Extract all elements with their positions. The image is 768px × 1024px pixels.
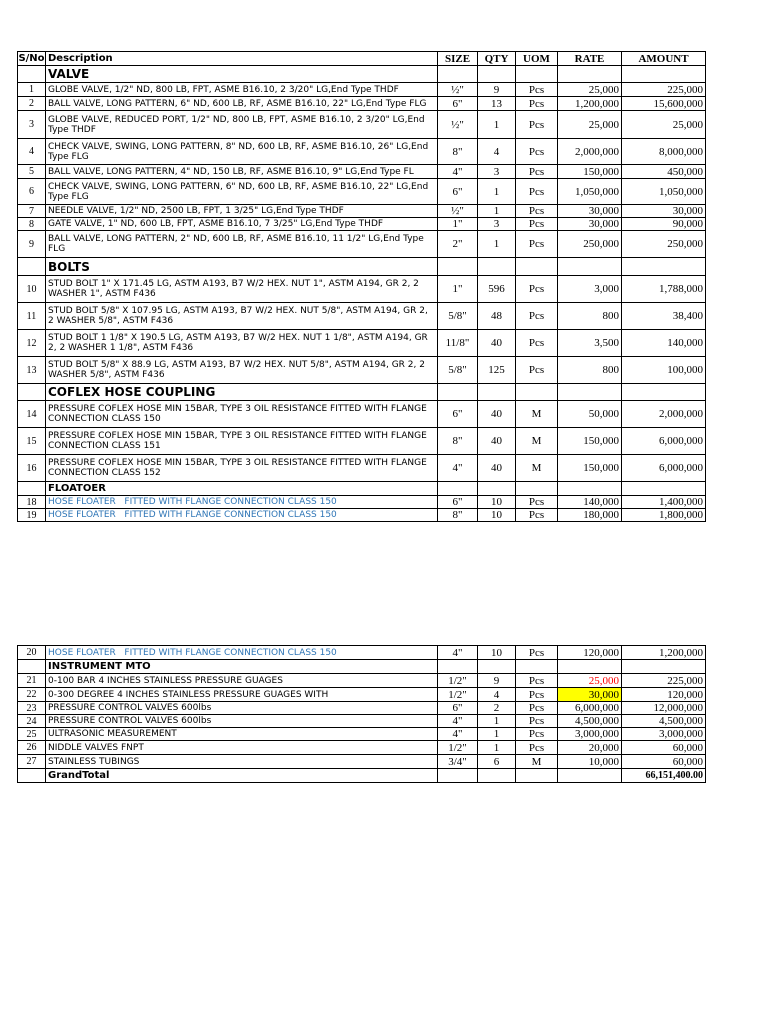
row-amount: 30,000 — [622, 205, 706, 218]
row-uom: M — [516, 755, 558, 769]
table-row — [18, 179, 706, 205]
section-row — [18, 66, 706, 83]
row-rate: 30,000 — [558, 205, 622, 218]
table-row — [18, 674, 706, 688]
row-uom: Pcs — [516, 111, 558, 139]
row-description: PRESSURE CONTROL VALVES 600lbs — [46, 715, 438, 728]
row-uom: Pcs — [516, 330, 558, 357]
row-sno: 20 — [18, 646, 46, 660]
row-size: ½" — [438, 83, 478, 97]
row-qty: 2 — [478, 702, 516, 715]
row-amount: 120,000 — [622, 688, 706, 702]
row-rate: 180,000 — [558, 509, 622, 522]
row-description: GLOBE VALVE, 1/2" ND, 800 LB, FPT, ASME B16.10, 2 3/20" LG,End Type THDF — [46, 83, 438, 97]
section-valve: VALVE — [46, 66, 438, 83]
row-description: PRESSURE CONTROL VALVES 600lbs — [46, 702, 438, 715]
row-qty: 1 — [478, 728, 516, 741]
row-qty: 4 — [478, 688, 516, 702]
row-uom: Pcs — [516, 83, 558, 97]
row-amount: 38,400 — [622, 303, 706, 330]
table-row — [18, 715, 706, 728]
table-row — [18, 303, 706, 330]
row-description: 0-100 BAR 4 INCHES STAINLESS PRESSURE GUAGES — [46, 674, 438, 688]
row-uom: Pcs — [516, 715, 558, 728]
row-description: HOSE FLOATER FITTED WITH FLANGE CONNECTION CLASS 150 — [46, 509, 438, 522]
row-description: HOSE FLOATER FITTED WITH FLANGE CONNECTION CLASS 150 — [46, 496, 438, 509]
row-sno: 10 — [18, 276, 46, 303]
row-size: 6" — [438, 179, 478, 205]
row-size: 11/8" — [438, 330, 478, 357]
row-size: 5/8" — [438, 357, 478, 384]
row-description: STUD BOLT 1" X 171.45 LG, ASTM A193, B7 W/2 HEX. NUT 1", ASTM A194, GR 2, 2 WASHER 1", ASTM F436 — [46, 276, 438, 303]
row-rate: 25,000 — [558, 83, 622, 97]
row-sno: 4 — [18, 139, 46, 165]
row-sno: 27 — [18, 755, 46, 769]
row-sno: 2 — [18, 97, 46, 111]
row-rate: 800 — [558, 303, 622, 330]
row-amount: 6,000,000 — [622, 455, 706, 482]
row-qty: 9 — [478, 674, 516, 688]
row-description: STUD BOLT 1 1/8" X 190.5 LG, ASTM A193, B7 W/2 HEX. NUT 1 1/8", ASTM A194, GR 2, 2 WASHER 1 1/8", ASTM F436 — [46, 330, 438, 357]
row-rate: 10,000 — [558, 755, 622, 769]
row-amount: 100,000 — [622, 357, 706, 384]
row-sno: 18 — [18, 496, 46, 509]
grand-total-amount: 66,151,400.00 — [622, 769, 706, 783]
table-row — [18, 97, 706, 111]
row-size: 1" — [438, 218, 478, 231]
row-size: 1/2" — [438, 741, 478, 755]
row-size: 1/2" — [438, 688, 478, 702]
row-description: PRESSURE COFLEX HOSE MIN 15BAR, TYPE 3 OIL RESISTANCE FITTED WITH FLANGE CONNECTION CLASS 151 — [46, 428, 438, 455]
row-size: 1" — [438, 276, 478, 303]
section-row — [18, 384, 706, 401]
row-description: GLOBE VALVE, REDUCED PORT, 1/2" ND, 800 LB, FPT, ASME B16.10, 2 3/20" LG,End Type THDF — [46, 111, 438, 139]
row-qty: 1 — [478, 111, 516, 139]
row-size: 8" — [438, 428, 478, 455]
row-rate: 150,000 — [558, 428, 622, 455]
table-row — [18, 139, 706, 165]
section-row — [18, 660, 706, 674]
bill-of-materials-table-continued — [17, 645, 706, 783]
row-uom: Pcs — [516, 97, 558, 111]
row-qty: 13 — [478, 97, 516, 111]
row-sno: 8 — [18, 218, 46, 231]
row-rate: 30,000 — [558, 688, 622, 702]
row-amount: 225,000 — [622, 674, 706, 688]
header-qty: QTY — [478, 52, 516, 66]
row-qty: 40 — [478, 428, 516, 455]
row-amount: 90,000 — [622, 218, 706, 231]
table-row — [18, 741, 706, 755]
row-qty: 10 — [478, 646, 516, 660]
table-row — [18, 330, 706, 357]
section-floater: FLOATOER — [46, 482, 438, 496]
row-amount: 4,500,000 — [622, 715, 706, 728]
row-description: STUD BOLT 5/8" X 107.95 LG, ASTM A193, B7 W/2 HEX. NUT 5/8", ASTM A194, GR 2, 2 WASHER 5/8", ASTM F436 — [46, 303, 438, 330]
row-size: ½" — [438, 205, 478, 218]
row-qty: 596 — [478, 276, 516, 303]
row-amount: 1,400,000 — [622, 496, 706, 509]
row-rate: 3,000 — [558, 276, 622, 303]
row-description: STAINLESS TUBINGS — [46, 755, 438, 769]
row-uom: Pcs — [516, 218, 558, 231]
row-description: PRESSURE COFLEX HOSE MIN 15BAR, TYPE 3 OIL RESISTANCE FITTED WITH FLANGE CONNECTION CLASS 152 — [46, 455, 438, 482]
row-size: 4" — [438, 728, 478, 741]
header-description: Description — [46, 52, 438, 66]
row-size: 8" — [438, 139, 478, 165]
row-description: NIDDLE VALVES FNPT — [46, 741, 438, 755]
header-size: SIZE — [438, 52, 478, 66]
row-amount: 1,200,000 — [622, 646, 706, 660]
header-uom: UOM — [516, 52, 558, 66]
section-bolts: BOLTS — [46, 258, 438, 276]
row-size: 6" — [438, 496, 478, 509]
table-row — [18, 755, 706, 769]
row-description: BALL VALVE, LONG PATTERN, 4" ND, 150 LB, RF, ASME B16.10, 9" LG,End Type FL — [46, 165, 438, 179]
row-amount: 60,000 — [622, 741, 706, 755]
row-amount: 60,000 — [622, 755, 706, 769]
row-uom: Pcs — [516, 688, 558, 702]
section-row — [18, 258, 706, 276]
table-row — [18, 728, 706, 741]
row-sno: 24 — [18, 715, 46, 728]
table-row — [18, 428, 706, 455]
row-qty: 40 — [478, 455, 516, 482]
row-rate: 3,000,000 — [558, 728, 622, 741]
row-uom: Pcs — [516, 179, 558, 205]
row-amount: 250,000 — [622, 231, 706, 258]
row-sno: 1 — [18, 83, 46, 97]
row-rate: 25,000 — [558, 674, 622, 688]
row-sno: 19 — [18, 509, 46, 522]
row-rate: 50,000 — [558, 401, 622, 428]
row-uom: Pcs — [516, 303, 558, 330]
row-size: 4" — [438, 715, 478, 728]
row-rate: 6,000,000 — [558, 702, 622, 715]
row-size: 1/2" — [438, 674, 478, 688]
row-uom: Pcs — [516, 728, 558, 741]
row-description: GATE VALVE, 1" ND, 600 LB, FPT, ASME B16.10, 7 3/25" LG,End Type THDF — [46, 218, 438, 231]
bill-of-materials-table — [17, 51, 706, 522]
row-amount: 8,000,000 — [622, 139, 706, 165]
section-row — [18, 482, 706, 496]
row-amount: 25,000 — [622, 111, 706, 139]
header-row — [18, 52, 706, 66]
row-sno: 9 — [18, 231, 46, 258]
row-sno: 16 — [18, 455, 46, 482]
row-uom: Pcs — [516, 357, 558, 384]
row-size: 4" — [438, 165, 478, 179]
row-rate: 140,000 — [558, 496, 622, 509]
row-amount: 2,000,000 — [622, 401, 706, 428]
row-qty: 1 — [478, 179, 516, 205]
row-rate: 1,050,000 — [558, 179, 622, 205]
table-row — [18, 646, 706, 660]
row-description: BALL VALVE, LONG PATTERN, 2" ND, 600 LB, RF, ASME B16.10, 11 1/2" LG,End Type FLG — [46, 231, 438, 258]
row-amount: 1,800,000 — [622, 509, 706, 522]
row-sno: 13 — [18, 357, 46, 384]
row-sno: 22 — [18, 688, 46, 702]
row-uom: M — [516, 401, 558, 428]
row-rate: 30,000 — [558, 218, 622, 231]
row-uom: Pcs — [516, 646, 558, 660]
row-size: 8" — [438, 509, 478, 522]
row-amount: 1,050,000 — [622, 179, 706, 205]
row-rate: 1,200,000 — [558, 97, 622, 111]
row-uom: Pcs — [516, 741, 558, 755]
row-qty: 1 — [478, 231, 516, 258]
row-size: 6" — [438, 97, 478, 111]
row-amount: 6,000,000 — [622, 428, 706, 455]
row-sno: 5 — [18, 165, 46, 179]
grand-total-row — [18, 769, 706, 783]
row-size: 5/8" — [438, 303, 478, 330]
table-row — [18, 165, 706, 179]
row-sno: 15 — [18, 428, 46, 455]
row-rate: 3,500 — [558, 330, 622, 357]
row-uom: Pcs — [516, 702, 558, 715]
row-uom: Pcs — [516, 231, 558, 258]
header-sno: S/No — [18, 53, 45, 64]
row-amount: 225,000 — [622, 83, 706, 97]
row-qty: 1 — [478, 741, 516, 755]
row-sno: 21 — [18, 674, 46, 688]
row-qty: 3 — [478, 165, 516, 179]
row-qty: 9 — [478, 83, 516, 97]
row-description: PRESSURE COFLEX HOSE MIN 15BAR, TYPE 3 OIL RESISTANCE FITTED WITH FLANGE CONNECTION CLASS 150 — [46, 401, 438, 428]
row-rate: 120,000 — [558, 646, 622, 660]
row-amount: 12,000,000 — [622, 702, 706, 715]
row-uom: Pcs — [516, 205, 558, 218]
row-size: 4" — [438, 455, 478, 482]
row-qty: 48 — [478, 303, 516, 330]
row-qty: 10 — [478, 509, 516, 522]
row-amount: 15,600,000 — [622, 97, 706, 111]
row-qty: 125 — [478, 357, 516, 384]
row-qty: 40 — [478, 330, 516, 357]
row-qty: 3 — [478, 218, 516, 231]
row-rate: 150,000 — [558, 165, 622, 179]
row-amount: 1,788,000 — [622, 276, 706, 303]
row-sno: 23 — [18, 702, 46, 715]
row-sno: 11 — [18, 303, 46, 330]
row-description: BALL VALVE, LONG PATTERN, 6" ND, 600 LB, RF, ASME B16.10, 22" LG,End Type FLG — [46, 97, 438, 111]
table-row — [18, 218, 706, 231]
table-row — [18, 231, 706, 258]
table-row — [18, 509, 706, 522]
row-uom: Pcs — [516, 276, 558, 303]
grand-total-label: GrandTotal — [46, 769, 438, 783]
table-row — [18, 83, 706, 97]
row-rate: 800 — [558, 357, 622, 384]
row-size: ½" — [438, 111, 478, 139]
row-qty: 1 — [478, 205, 516, 218]
section-instrument: INSTRUMENT MTO — [46, 660, 438, 674]
table-row — [18, 496, 706, 509]
row-size: 6" — [438, 401, 478, 428]
row-description: HOSE FLOATER FITTED WITH FLANGE CONNECTION CLASS 150 — [46, 646, 438, 660]
table-row — [18, 357, 706, 384]
row-qty: 4 — [478, 139, 516, 165]
table-row — [18, 111, 706, 139]
table-row — [18, 688, 706, 702]
row-rate: 25,000 — [558, 111, 622, 139]
table-row — [18, 455, 706, 482]
row-sno: 14 — [18, 401, 46, 428]
row-size: 3/4" — [438, 755, 478, 769]
row-uom: M — [516, 455, 558, 482]
row-rate: 2,000,000 — [558, 139, 622, 165]
row-description: CHECK VALVE, SWING, LONG PATTERN, 8" ND, 600 LB, RF, ASME B16.10, 26" LG,End Type FLG — [46, 139, 438, 165]
row-uom: Pcs — [516, 165, 558, 179]
table-row — [18, 702, 706, 715]
row-sno: 6 — [18, 179, 46, 205]
row-uom: Pcs — [516, 674, 558, 688]
row-uom: Pcs — [516, 496, 558, 509]
row-sno: 25 — [18, 728, 46, 741]
row-description: 0-300 DEGREE 4 INCHES STAINLESS PRESSURE GUAGES WITH — [46, 688, 438, 702]
row-description: ULTRASONIC MEASUREMENT — [46, 728, 438, 741]
table-row — [18, 205, 706, 218]
row-sno: 7 — [18, 205, 46, 218]
row-qty: 10 — [478, 496, 516, 509]
section-coflex: COFLEX HOSE COUPLING — [46, 384, 438, 401]
row-qty: 6 — [478, 755, 516, 769]
row-rate: 250,000 — [558, 231, 622, 258]
row-rate: 150,000 — [558, 455, 622, 482]
row-amount: 140,000 — [622, 330, 706, 357]
header-rate: RATE — [558, 52, 622, 66]
row-size: 2" — [438, 231, 478, 258]
row-uom: M — [516, 428, 558, 455]
row-qty: 40 — [478, 401, 516, 428]
row-size: 6" — [438, 702, 478, 715]
header-amount: AMOUNT — [622, 52, 706, 66]
row-size: 4" — [438, 646, 478, 660]
row-sno: 12 — [18, 330, 46, 357]
row-rate: 4,500,000 — [558, 715, 622, 728]
row-qty: 1 — [478, 715, 516, 728]
row-amount: 3,000,000 — [622, 728, 706, 741]
table-row — [18, 276, 706, 303]
row-sno: 3 — [18, 111, 46, 139]
row-uom: Pcs — [516, 139, 558, 165]
row-description: STUD BOLT 5/8" X 88.9 LG, ASTM A193, B7 W/2 HEX. NUT 5/8", ASTM A194, GR 2, 2 WASHER 5/8", ASTM F436 — [46, 357, 438, 384]
table-row — [18, 401, 706, 428]
row-description: CHECK VALVE, SWING, LONG PATTERN, 6" ND, 600 LB, RF, ASME B16.10, 22" LG,End Type FLG — [46, 179, 438, 205]
row-description: NEEDLE VALVE, 1/2" ND, 2500 LB, FPT, 1 3/25" LG,End Type THDF — [46, 205, 438, 218]
row-amount: 450,000 — [622, 165, 706, 179]
row-sno: 26 — [18, 741, 46, 755]
row-uom: Pcs — [516, 509, 558, 522]
row-rate: 20,000 — [558, 741, 622, 755]
